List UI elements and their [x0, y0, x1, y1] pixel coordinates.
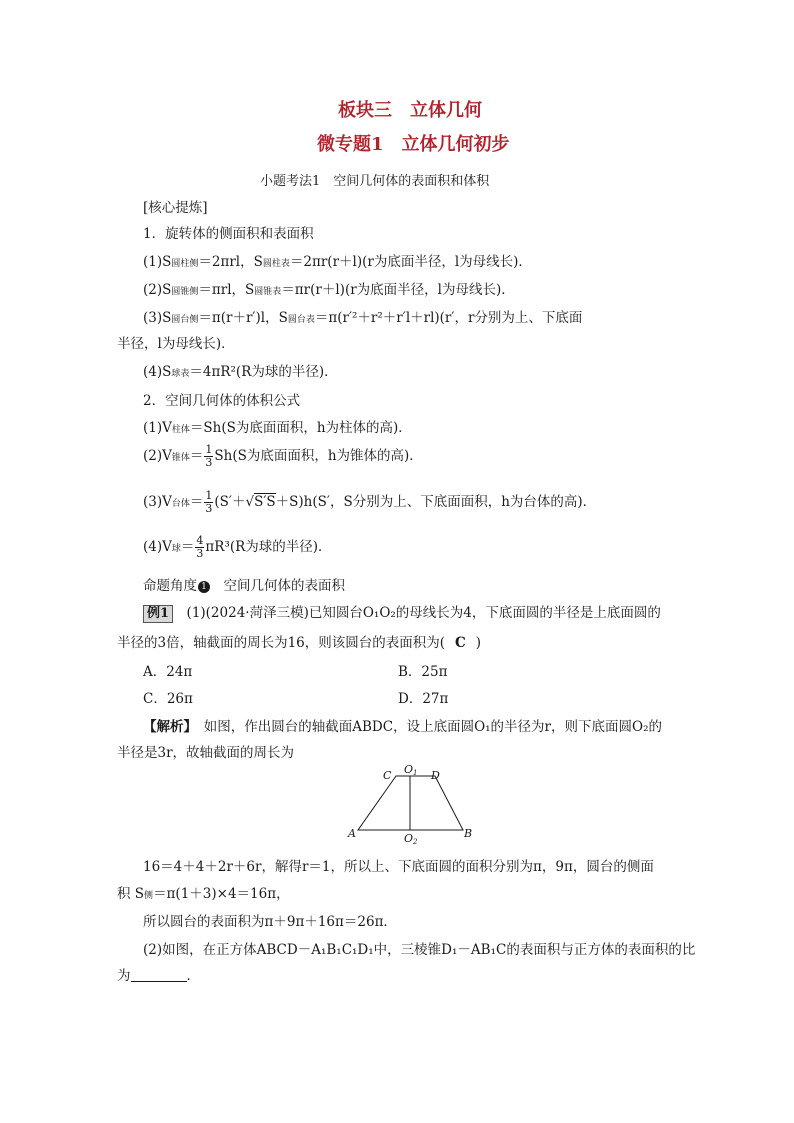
formula-sphere-area: (4)S球表＝4πR²(R为球的半径)．	[143, 364, 338, 380]
formula-frustum-cont: 半径，l为母线长)．	[117, 336, 235, 352]
example-tag: 例1	[143, 605, 173, 623]
example-line-2: 半径的3倍，轴截面的周长为16，则该圆台的表面积为( C )	[117, 635, 482, 651]
part2-line-2: 为 ．	[117, 968, 200, 984]
option-c: C．26π	[143, 691, 193, 707]
option-a: A．24π	[143, 664, 193, 680]
topic-title: 微专题1 立体几何初步	[317, 134, 510, 155]
section-title: 板块三 立体几何	[338, 100, 482, 121]
core-label: [核心提炼]	[143, 200, 208, 216]
solution-line-4: 积 S侧＝π(1＋3)×4＝16π，	[117, 886, 290, 902]
formula-frustum: (3)S圆台侧＝π(r＋r′)l，S圆台表＝π(r′²＋r²＋r′l＋rl)(r′，r分别为上、下底面	[143, 310, 583, 326]
fraction: $\frac{4}{3}$	[196, 534, 204, 560]
label-C: C	[383, 769, 392, 782]
label-O2: O2	[404, 832, 418, 846]
label-B: B	[464, 827, 473, 840]
circled-number: 1	[198, 581, 210, 593]
option-b: B．25π	[398, 664, 448, 680]
fraction: $\frac{1}{3}$	[205, 443, 213, 469]
label-A: A	[348, 827, 356, 840]
frustum-cross-section-figure	[340, 762, 480, 848]
angle-heading: 命题角度 1 空间几何体的表面积	[143, 578, 345, 594]
example-line-1: 例1 (1)(2024·菏泽三模)已知圆台O₁O₂的母线长为4，下底面圆的半径是上底面圆的	[143, 601, 661, 623]
solution-line-1: 【解析】 如图，作出圆台的轴截面ABDC，设上底面圆O₁的半径为r，则下底面圆O₂的	[143, 719, 662, 735]
formula-cylinder: (1)S圆柱侧＝2πrl，S圆柱表＝2πr(r＋l)(r为底面半径，l为母线长)．	[143, 254, 532, 270]
option-d: D．27π	[398, 691, 449, 707]
answer-blank	[131, 967, 187, 982]
label-D: D	[431, 769, 440, 782]
subtopic-heading: 小题考法1 空间几何体的表面积和体积	[260, 174, 490, 189]
section-heading-2: 2．空间几何体的体积公式	[143, 393, 301, 409]
formula-pyramid-volume: (2)V锥体＝ $\frac{1}{3}$ Sh(S为底面面积，h为锥体的高)．	[143, 443, 423, 469]
formula-cone: (2)S圆锥侧＝πrl，S圆锥表＝πr(r＋l)(r为底面半径，l为母线长)．	[143, 282, 515, 298]
formula-sphere-volume: (4)V球＝ $\frac{4}{3}$ πR³(R为球的半径)．	[143, 534, 332, 560]
solution-line-3: 16＝4＋4＋2r＋6r，解得r＝1，所以上、下底面圆的面积分别为π，9π，圆台的侧面	[143, 859, 654, 875]
solution-line-2: 半径是3r，故轴截面的周长为	[117, 745, 295, 761]
fraction: $\frac{1}{3}$	[205, 489, 213, 515]
solution-line-5: 所以圆台的表面积为π＋9π＋16π＝26π．	[143, 914, 397, 930]
section-heading-1: 1．旋转体的侧面积和表面积	[143, 226, 314, 242]
solution-tag: 【解析】	[143, 719, 191, 735]
label-O1: O1	[404, 763, 418, 777]
sqrt-symbol: √	[245, 494, 255, 510]
formula-prism-volume: (1)V柱体＝Sh(S为底面面积，h为柱体的高)．	[143, 420, 412, 436]
part2-line-1: (2)如图，在正方体ABCD－A₁B₁C₁D₁中，三棱锥D₁－AB₁C的表面积与正方体的表面积的比	[143, 942, 696, 958]
formula-frustum-volume: (3)V台体＝ $\frac{1}{3}$ (S′＋√S′S＋S)h(S′，S分别为上、下底面面积，h为台体的高)．	[143, 489, 597, 515]
answer: C	[455, 635, 466, 651]
